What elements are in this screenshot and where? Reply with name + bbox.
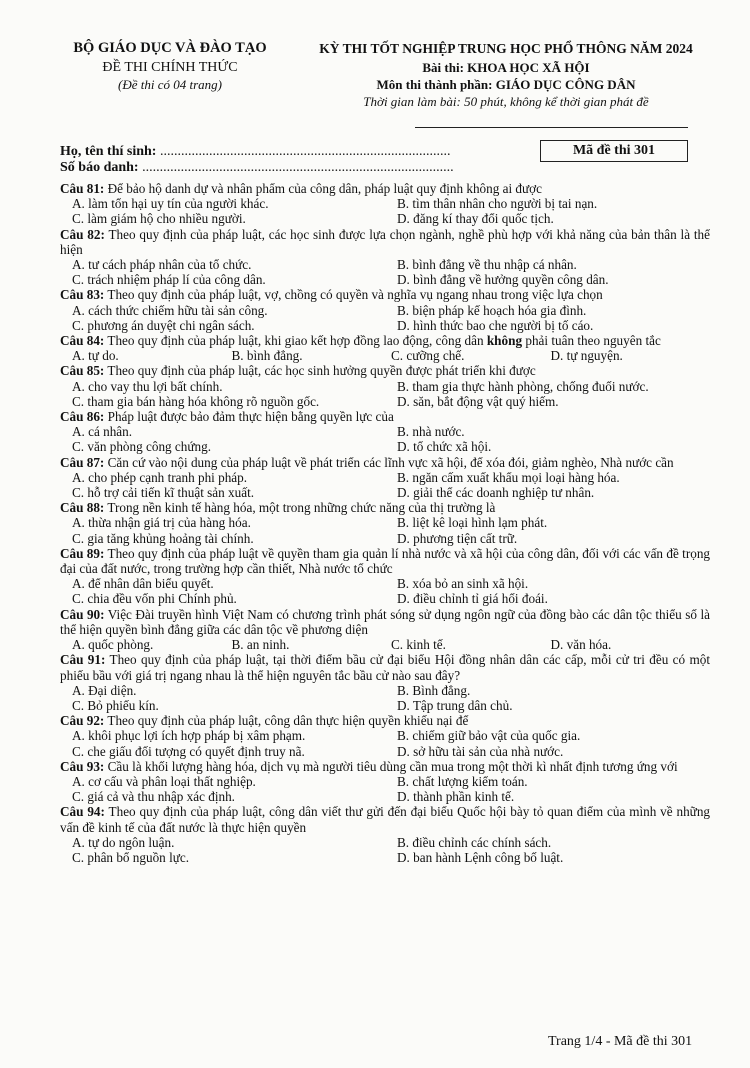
answer-options [60, 515, 710, 545]
option-d: D. giải thể các doanh nghiệp tư nhân. [397, 485, 595, 501]
question-text: Theo quy định của pháp luật, các học sinh được lựa chọn ngành, nghề phù hợp với khả năng của bản thân là thể hiện [60, 226, 711, 257]
option-c: C. kinh tế. [391, 637, 446, 653]
option-c: C. trách nhiệm pháp lí của công dân. [72, 272, 266, 288]
option-b: B. tham gia thực hành phòng, chống đuối nước. [397, 378, 649, 394]
question-88 [60, 500, 710, 546]
option-a: A. quốc phòng. [72, 637, 154, 653]
option-a: A. tự do. [72, 348, 119, 364]
answer-options [60, 257, 710, 287]
option-b: B. ngăn cấm xuất khẩu mọi loại hàng hóa. [397, 469, 620, 485]
question-stem [60, 607, 710, 637]
option-d: D. Tập trung dân chủ. [397, 697, 513, 713]
option-a: A. Đại diện. [72, 682, 137, 698]
question-number: Câu 94: [60, 804, 105, 820]
option-a: A. làm tổn hại uy tín của người khác. [72, 196, 269, 212]
question-stem [60, 181, 710, 196]
candidate-id-label: Số báo danh: [60, 160, 139, 175]
exam-code-box: Mã đề thi 301 [540, 140, 688, 162]
question-93 [60, 759, 710, 805]
question-number: Câu 85: [60, 363, 105, 379]
option-a: A. tư cách pháp nhân của tổ chức. [72, 257, 252, 273]
question-text: Theo quy định của pháp luật, khi giao kết hợp đồng lao động, công dân [107, 333, 487, 349]
header-right [296, 40, 716, 110]
question-stem [60, 333, 710, 348]
question-text: Pháp luật được bảo đảm thực hiện bằng quyền lực của [107, 409, 394, 425]
question-text: Theo quy định của pháp luật, các học sinh hưởng quyền được phát triển khi được [107, 363, 536, 379]
answer-options [60, 348, 710, 363]
question-text: Theo quy định của pháp luật, công dân viết thư gửi đến đại biểu Quốc hội bày tỏ quan điểm của mình về những vấn đề kinh tế của đất nước là thực hiện quyền [60, 804, 711, 835]
option-b: B. liệt kê loại hình lạm phát. [397, 515, 548, 531]
official-exam-label: ĐỀ THI CHÍNH THỨC [102, 60, 238, 75]
option-c: C. tham gia bán hàng hóa không rõ nguồn gốc. [72, 393, 320, 409]
option-a: A. cho vay thu lợi bất chính. [72, 378, 223, 394]
option-b: B. điều chỉnh các chính sách. [397, 834, 552, 850]
option-d: D. sở hữu tài sản của nhà nước. [397, 743, 564, 759]
option-c: C. chia đều vốn phi Chính phủ. [72, 591, 237, 607]
question-text: Cầu là khối lượng hàng hóa, dịch vụ mà người tiêu dùng cần mua trong một thời kì nhất định tương ứng với [107, 758, 678, 774]
option-c: C. phân bổ nguồn lực. [72, 849, 190, 865]
option-c: C. Bỏ phiếu kín. [72, 697, 159, 713]
option-b: B. bình đẳng. [231, 348, 303, 364]
question-number: Câu 83: [60, 287, 105, 303]
question-90 [60, 607, 710, 653]
question-87 [60, 455, 710, 501]
option-b: B. chiếm giữ bảo vật của quốc gia. [397, 728, 581, 744]
question-text: Căn cứ vào nội dung của pháp luật về phát triển các lĩnh vực xã hội, để xóa đói, giảm nghèo, Nhà nước cần [107, 454, 674, 470]
question-stem [60, 652, 710, 682]
question-text: Việc Đài truyền hình Việt Nam có chương trình phát sóng sử dụng ngôn ngữ của đồng bào các dân tộc thiểu số là thể hiện quyền bình đẳng giữa các dân tộc về phương diện [60, 606, 710, 637]
option-d: D. điều chỉnh tỉ giá hối đoái. [397, 591, 548, 607]
option-c: C. che giấu đối tượng có quyết định truy nã. [72, 743, 305, 759]
option-a: A. để nhân dân biểu quyết. [72, 576, 214, 592]
option-a: A. tự do ngôn luận. [72, 834, 175, 850]
question-stem [60, 227, 710, 257]
option-a: A. khôi phục lợi ích hợp pháp bị xâm phạm. [72, 728, 306, 744]
question-number: Câu 86: [60, 409, 105, 425]
option-c: C. cưỡng chế. [391, 348, 465, 364]
page-footer: Trang 1/4 - Mã đề thi 301 [548, 1034, 693, 1049]
question-85 [60, 363, 710, 409]
option-c: C. văn phòng công chứng. [72, 439, 212, 455]
question-91 [60, 652, 710, 713]
question-stem [60, 409, 710, 424]
pages-note: (Đề thi có 04 trang) [118, 77, 222, 92]
question-number: Câu 91: [60, 652, 106, 668]
option-c: C. hỗ trợ cải tiến kĩ thuật sản xuất. [72, 485, 255, 501]
exam-title: KỲ THI TỐT NGHIỆP TRUNG HỌC PHỔ THÔNG NĂM 2024 [319, 41, 693, 56]
question-number: Câu 90: [60, 606, 105, 622]
question-text: phải tuân theo nguyên tắc [522, 333, 661, 349]
question-text-emphasis: không [486, 333, 523, 349]
question-text: Theo quy định của pháp luật về quyền tham gia quản lí nhà nước và xã hội của công dân, đối với các vấn đề trọng đại của đất nước, trong trường hợp cần thiết, Nhà nước tổ chức [60, 545, 711, 577]
option-c: C. phương án duyệt chi ngân sách. [72, 317, 255, 333]
question-81 [60, 181, 710, 227]
exam-subject: Bài thi: KHOA HỌC XÃ HỘI [422, 60, 590, 75]
option-d: D. tổ chức xã hội. [397, 439, 492, 455]
option-d: D. tự nguyện. [550, 348, 623, 364]
header-rule [415, 127, 688, 128]
option-b: B. chất lượng kiểm toán. [397, 773, 528, 789]
option-d: D. bình đẳng về hưởng quyền công dân. [397, 272, 609, 288]
question-stem [60, 759, 710, 774]
question-text: Theo quy định của pháp luật, tại thời điểm bầu cử đại biểu Hội đồng nhân dân các cấp, mỗi cử tri đều có một phiếu bầu với giá trị ngang nhau là thể hiện nguyên tắc bầu cử nào sau đây? [60, 652, 710, 683]
answer-options [60, 196, 710, 226]
option-d: D. phương tiện cất trữ. [397, 530, 518, 546]
answer-options [60, 424, 710, 454]
option-b: B. bình đẳng về thu nhập cá nhân. [397, 257, 577, 273]
candidate-name-label: Họ, tên thí sinh: [60, 144, 157, 159]
question-text: Theo quy định của pháp luật, vợ, chồng có quyền và nghĩa vụ ngang nhau trong việc lựa chọn [107, 287, 603, 303]
question-stem [60, 713, 710, 728]
question-stem [60, 500, 710, 515]
question-stem [60, 546, 710, 576]
answer-options [60, 683, 710, 713]
ministry-name: BỘ GIÁO DỤC VÀ ĐÀO TẠO [73, 40, 267, 56]
option-a: A. thừa nhận giá trị của hàng hóa. [72, 515, 251, 531]
question-list [60, 181, 710, 865]
candidate-id-field: ......................................................................................... [142, 160, 454, 175]
answer-options [60, 637, 710, 652]
answer-options [60, 470, 710, 500]
option-d: D. hình thức bao che người bị tố cáo. [397, 317, 594, 333]
candidate-id-row [60, 160, 710, 176]
option-b: B. an ninh. [231, 637, 290, 653]
option-b: B. xóa bỏ an sinh xã hội. [397, 576, 529, 592]
answer-options [60, 728, 710, 758]
question-number: Câu 82: [60, 226, 105, 242]
answer-options [60, 303, 710, 333]
question-stem [60, 287, 710, 302]
option-a: A. cá nhân. [72, 424, 133, 440]
option-d: D. săn, bắt động vật quý hiếm. [397, 393, 559, 409]
option-a: A. cơ cấu và phân loại thất nghiệp. [72, 773, 256, 789]
option-b: B. biện pháp kế hoạch hóa gia đình. [397, 302, 587, 318]
option-c: C. làm giám hộ cho nhiều người. [72, 211, 246, 227]
option-c: C. giá cả và thu nhập xác định. [72, 789, 235, 805]
question-82 [60, 227, 710, 288]
question-stem [60, 455, 710, 470]
question-number: Câu 81: [60, 181, 105, 196]
exam-header [0, 40, 750, 140]
question-83 [60, 287, 710, 333]
question-89 [60, 546, 710, 607]
option-c: C. gia tăng khủng hoảng tài chính. [72, 530, 254, 546]
question-number: Câu 88: [60, 500, 105, 516]
question-stem [60, 804, 710, 834]
question-number: Câu 84: [60, 333, 105, 349]
time-note: Thời gian làm bài: 50 phút, không kể thời gian phát đề [363, 94, 649, 109]
question-84 [60, 333, 710, 363]
exam-component: Môn thi thành phần: GIÁO DỤC CÔNG DÂN [376, 77, 636, 92]
question-stem [60, 363, 710, 378]
question-text: Theo quy định của pháp luật, công dân thực hiện quyền khiếu nại để [107, 713, 469, 729]
question-text: Trong nền kinh tế hàng hóa, một trong những chức năng của thị trường là [107, 500, 496, 516]
candidate-name-field: ................................................................................... [159, 144, 451, 159]
question-text: Để bảo hộ danh dự và nhân phẩm của công dân, pháp luật quy định không ai được [107, 181, 542, 196]
answer-options [60, 835, 710, 865]
option-b: B. nhà nước. [397, 424, 465, 440]
answer-options [60, 576, 710, 606]
question-number: Câu 87: [60, 454, 105, 470]
question-94 [60, 804, 710, 865]
option-a: A. cho phép cạnh tranh phi pháp. [72, 469, 248, 485]
question-86 [60, 409, 710, 455]
question-92 [60, 713, 710, 759]
answer-options [60, 379, 710, 409]
option-d: D. ban hành Lệnh công bố luật. [397, 849, 564, 865]
option-a: A. cách thức chiếm hữu tài sản công. [72, 302, 268, 318]
question-number: Câu 92: [60, 713, 105, 729]
question-number: Câu 93: [60, 758, 105, 774]
option-b: B. Bình đẳng. [397, 682, 471, 698]
option-d: D. văn hóa. [550, 637, 612, 653]
answer-options [60, 774, 710, 804]
option-b: B. tìm thân nhân cho người bị tai nạn. [397, 196, 598, 212]
option-d: D. đăng kí thay đổi quốc tịch. [397, 211, 554, 227]
header-left [60, 40, 280, 93]
option-d: D. thành phần kinh tế. [397, 789, 515, 805]
question-number: Câu 89: [60, 545, 105, 561]
